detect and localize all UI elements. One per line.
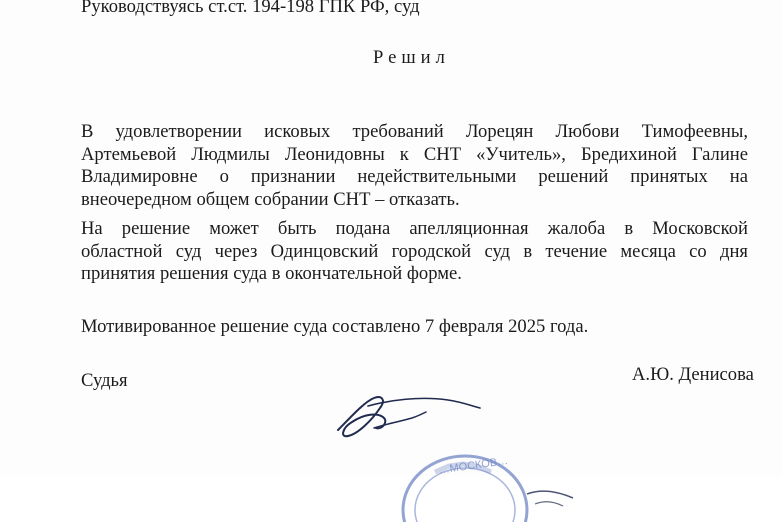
paragraph-line: внеочередном общем собрании СНТ – отказать.	[81, 188, 460, 210]
seal-text: …МОСКОВ…	[438, 454, 509, 477]
paragraph-line: принятия решения суда в окончательной форме.	[81, 263, 462, 284]
court-seal-image	[395, 432, 585, 522]
judge-name: А.Ю. Денисова	[632, 364, 754, 385]
paragraph-line: В удовлетворении исковых требований Лорецян Любови Тимофеевны,	[81, 121, 748, 142]
paragraph-decision	[81, 121, 748, 211]
judge-label: Судья	[81, 370, 128, 391]
paragraph-line: Артемьевой Людмилы Леонидовны к СНТ «Учитель», Бредихиной Галине	[81, 143, 748, 165]
intro-line: Руководствуясь ст.ст. 194-198 ГПК РФ, суд	[81, 0, 420, 17]
motivated-decision-line: Мотивированное решение суда составлено 7 февраля 2025 года.	[81, 316, 589, 337]
paragraph-appeal	[81, 218, 748, 286]
paragraph-line: На решение может быть подана апелляционная жалоба в Московской	[81, 218, 748, 239]
paragraph-line: областной суд через Одинцовский городской суд в течение месяца со дня	[81, 240, 748, 262]
paragraph-line: Владимировне о признании недействительными решений принятых на	[81, 166, 748, 187]
decision-heading: Решил	[373, 47, 450, 68]
